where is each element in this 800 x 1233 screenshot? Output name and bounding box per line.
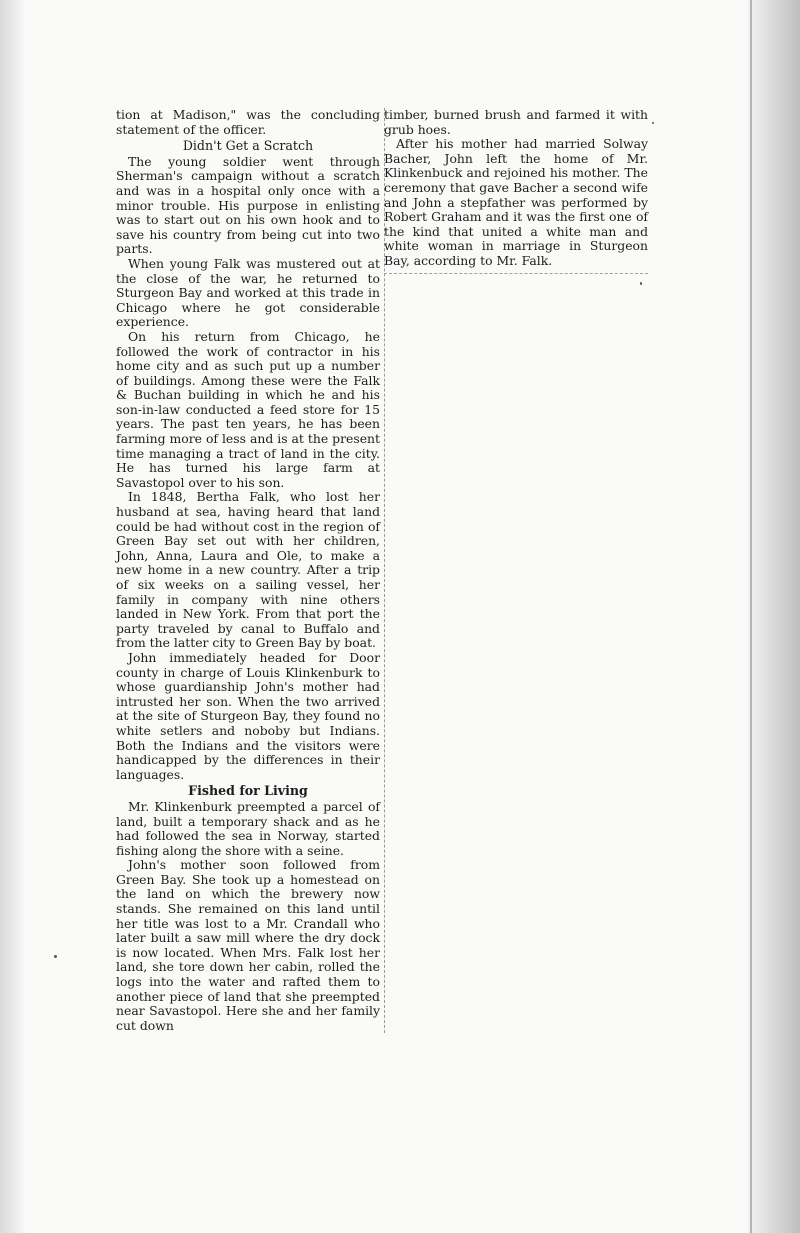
- right-column: [384, 108, 648, 274]
- article-paragraph: On his return from Chicago, he followed the work of contractor in his home city and as such put up a number of buildings. Among these were the Falk & Buchan building in which he and his son-in-law conducted a feed store for 15 years. The past ten years, he has been farming more of less and is at the present time managing a tract of land in the city. He has turned his large farm at Savastopol over to his son.: [116, 328, 380, 490]
- article-paragraph: The young soldier went through Sherman's campaign without a scratch and was in a hospital only once with a minor trouble. His purpose in enlisting was to start out on his own hook and to save his country from being cut into two parts.: [116, 153, 380, 257]
- article-paragraph: When young Falk was mustered out at the close of the war, he returned to Sturgeon Bay and worked at this trade in Chicago where he got considerable experience.: [116, 255, 380, 330]
- article-paragraph: In 1848, Bertha Falk, who lost her husband at sea, having heard that land could be had without cost in the region of Green Bay set out with her children, John, Anna, Laura and Ole, to make a new home in a new country. After a trip of six weeks on a sailing vessel, her family in company with nine others landed in New York. From that port the party traveled by canal to Buffalo and from the latter city to Green Bay by boat.: [116, 489, 380, 651]
- scan-speck: [640, 282, 642, 285]
- article-paragraph: John immediately headed for Door county in charge of Louis Klinkenburk to whose guardianship John's mother had intrusted her son. When the two arrived at the site of Sturgeon Bay, they found no white setlers and noboby but Indians. Both the Indians and the visitors were handicapped by the differences in their languages.: [116, 649, 380, 782]
- article-paragraph: timber, burned brush and farmed it with grub hoes.: [384, 107, 648, 137]
- section-subhead: Didn't Get a Scratch: [182, 138, 314, 154]
- section-subhead: Fished for Living: [188, 783, 308, 799]
- left-scan-shadow: [0, 0, 26, 1233]
- scan-speck: [652, 122, 654, 124]
- article-paragraph: tion at Madison," was the concluding statement of the officer.: [116, 107, 380, 137]
- right-page-edge: [748, 0, 800, 1233]
- article-paragraph: John's mother soon followed from Green Bay. She took up a homestead on the land on which the brewery now stands. She remained on this land until her title was lost to a Mr. Crandall who later built a saw mill where the dry dock is now located. When Mrs. Falk lost her land, she tore down her cabin, rolled the logs into the water and rafted them to another piece of land that she preempted near Savastopol. Here she and her family cut down: [116, 857, 380, 1033]
- right-edge-line: [750, 0, 752, 1233]
- article-paragraph: Mr. Klinkenburk preempted a parcel of land, built a temporary shack and as he had followed the sea in Norway, started fishing along the shore with a seine.: [116, 798, 380, 858]
- article-paragraph: After his mother had married Solway Bacher, John left the home of Mr. Klinkenbuck and rejoined his mother. The ceremony that gave Bacher a second wife and John a stepfather was performed by Robert Graham and it was the first one of the kind that united a white man and white woman in marriage in Sturgeon Bay, according to Mr. Falk.: [384, 136, 648, 268]
- scan-speck: [54, 955, 57, 958]
- left-column: [116, 108, 385, 1033]
